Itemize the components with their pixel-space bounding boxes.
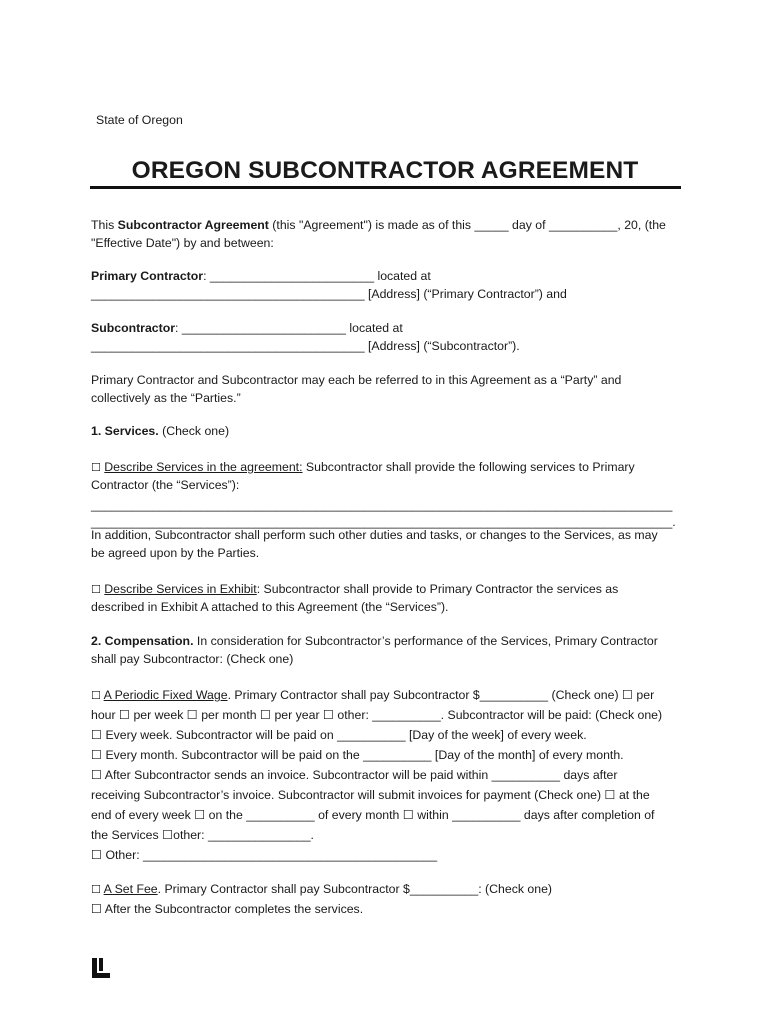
fixed-wage-every-month: ☐ Every month. Subcontractor will be paid on the __________ [Day of the month] of every month. xyxy=(91,748,624,762)
parties-line-2: collectively as the “Parties.” xyxy=(91,391,241,405)
fixed-wage-label: A Periodic Fixed Wage xyxy=(103,688,228,702)
intro-text-a: This xyxy=(91,218,118,232)
compensation-set-fee xyxy=(91,880,687,920)
services-agreement-line-2: Contractor (the “Services”): xyxy=(91,478,240,492)
intro-paragraph xyxy=(91,216,687,252)
subcontractor-label: Subcontractor xyxy=(91,321,176,335)
services-additional-paragraph xyxy=(91,526,687,562)
services-exhibit-text: : Subcontractor shall provide to Primary Contractor the services as xyxy=(256,582,619,596)
services-heading-bold: 1. Services. xyxy=(91,424,159,438)
primary-contractor-label: Primary Contractor xyxy=(91,269,204,283)
set-fee-checkbox[interactable]: ☐ xyxy=(91,883,101,896)
services-agreement-label: Describe Services in the agreement: xyxy=(104,460,303,474)
services-exhibit-label: Describe Services in Exhibit xyxy=(104,582,257,596)
parties-paragraph xyxy=(91,371,687,407)
fixed-wage-after-invoice: ☐ After Subcontractor sends an invoice. Subcontractor will be paid within __________ days after xyxy=(91,768,618,782)
legal-templates-logo-icon xyxy=(92,958,112,978)
services-heading xyxy=(91,422,687,440)
services-agreement-checkbox[interactable]: ☐ xyxy=(91,461,101,474)
fixed-wage-invoice-line-4: the Services ☐other: _______________. xyxy=(91,828,314,842)
title-underline xyxy=(90,186,681,189)
primary-contractor-line-2: ________________________________________ [Address] (“Primary Contractor”) and xyxy=(91,287,567,301)
fixed-wage-invoice-line-3: end of every week ☐ on the __________ of every month ☐ within __________ days after completion of xyxy=(91,808,655,822)
document-title: OREGON SUBCONTRACTOR AGREEMENT xyxy=(131,157,639,184)
services-blank-line-2: _____________________________________________________________________________________. xyxy=(91,515,676,529)
compensation-fixed-wage xyxy=(91,686,687,866)
parties-line-1: Primary Contractor and Subcontractor may each be referred to in this Agreement as a “Party” and xyxy=(91,373,622,387)
compensation-line-2: shall pay Subcontractor: (Check one) xyxy=(91,652,294,666)
subcontractor-line-2: ________________________________________ [Address] (“Subcontractor”). xyxy=(91,339,520,353)
services-exhibit-line-2: described in Exhibit A attached to this Agreement (the “Services”). xyxy=(91,600,449,614)
subcontractor-line-1: : ________________________ located at xyxy=(175,321,403,335)
fixed-wage-invoice-line-2: receiving Subcontractor’s invoice. Subcontractor will submit invoices for payment (Check one) ☐ at the xyxy=(91,788,650,802)
primary-contractor-paragraph xyxy=(91,267,687,303)
fixed-wage-every-week: ☐ Every week. Subcontractor will be paid on __________ [Day of the week] of every week. xyxy=(91,728,587,742)
set-fee-text: . Primary Contractor shall pay Subcontractor $__________: (Check one) xyxy=(157,882,553,896)
services-option-agreement xyxy=(91,458,687,494)
fixed-wage-text: . Primary Contractor shall pay Subcontractor $__________ (Check one) ☐ per xyxy=(227,688,655,702)
compensation-heading-bold: 2. Compensation. xyxy=(91,634,194,648)
fixed-wage-other: ☐ Other: ___________________________________________ xyxy=(91,848,438,862)
set-fee-after-completion: ☐ After the Subcontractor completes the services. xyxy=(91,902,364,916)
set-fee-label: A Set Fee xyxy=(103,882,158,896)
state-label: State of Oregon xyxy=(96,113,183,127)
services-additional-line-1: In addition, Subcontractor shall perform such other duties and tasks, or changes to the Services, as may xyxy=(91,528,658,542)
compensation-paragraph xyxy=(91,632,687,668)
services-option-exhibit xyxy=(91,580,687,616)
compensation-text: In consideration for Subcontractor’s performance of the Services, Primary Contractor xyxy=(193,634,658,648)
intro-text-c: (this "Agreement") is made as of this _____ day of __________, 20, (the xyxy=(268,218,666,232)
fixed-wage-checkbox[interactable]: ☐ xyxy=(91,689,101,702)
services-additional-line-2: be agreed upon by the Parties. xyxy=(91,546,260,560)
fixed-wage-line-2: hour ☐ per week ☐ per month ☐ per year ☐ other: __________. Subcontractor will be paid: (Check one) xyxy=(91,708,663,722)
services-check-one: (Check one) xyxy=(158,424,230,438)
services-blank-line-1: _____________________________________________________________________________________ xyxy=(91,498,673,512)
services-exhibit-checkbox[interactable]: ☐ xyxy=(91,583,101,596)
intro-line-2: "Effective Date") by and between: xyxy=(91,236,274,250)
services-agreement-text: Subcontractor shall provide the following services to Primary xyxy=(302,460,635,474)
subcontractor-paragraph xyxy=(91,319,687,355)
intro-agreement-bold: Subcontractor Agreement xyxy=(117,218,269,232)
primary-contractor-line-1: : ________________________ located at xyxy=(203,269,431,283)
